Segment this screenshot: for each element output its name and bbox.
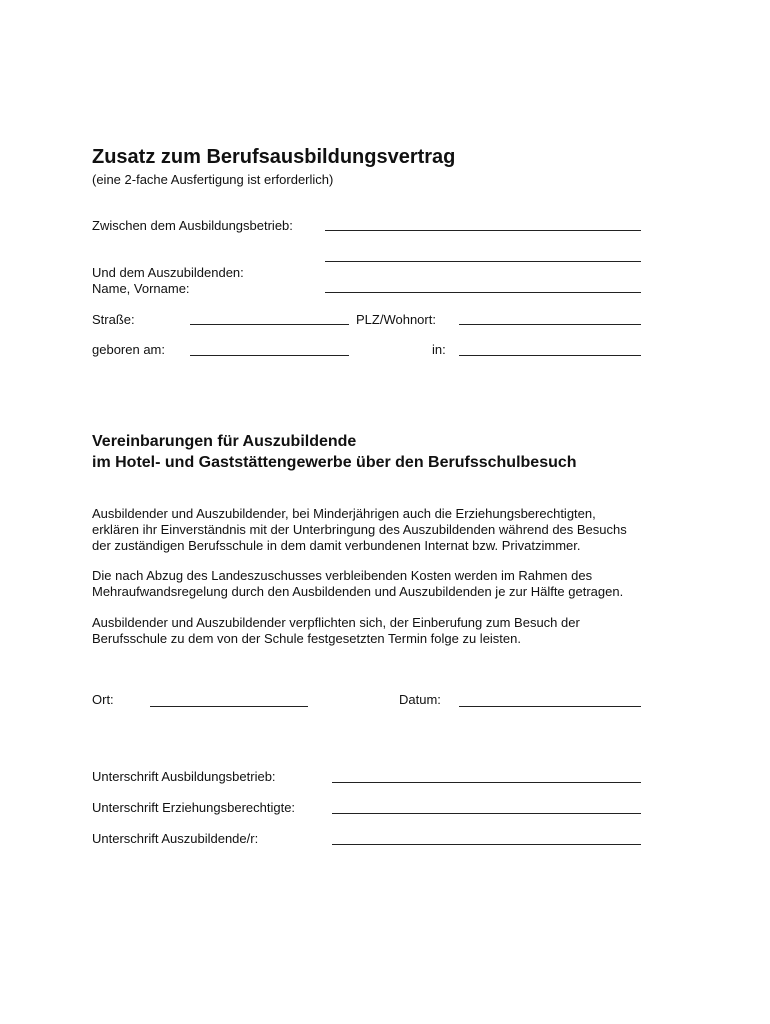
signature-betrieb-label: Unterschrift Ausbildungsbetrieb:	[92, 769, 276, 784]
paragraph-line: Mehraufwandsregelung durch den Ausbildenden und Auszubildenden je zur Hälfte getragen.	[92, 584, 624, 599]
name-vorname-label: Name, Vorname:	[92, 281, 190, 296]
paragraph-line: Ausbildender und Auszubildender, bei Minderjährigen auch die Erziehungsberechtigten,	[92, 506, 596, 521]
signature-azubi-label: Unterschrift Auszubildende/r:	[92, 831, 259, 846]
paragraph-unterbringung	[92, 506, 692, 554]
signature-erziehung-line[interactable]	[332, 813, 641, 814]
agreement-heading-2: im Hotel- und Gaststättengewerbe über den Berufsschulbesuch	[92, 454, 577, 471]
ort-line[interactable]	[150, 706, 308, 707]
geboren-label: geboren am:	[92, 342, 165, 357]
signature-betrieb-line[interactable]	[332, 782, 641, 783]
document-title: Zusatz zum Berufsausbildungsvertrag	[92, 146, 456, 168]
document-subtitle: (eine 2-fache Ausfertigung ist erforderlich)	[92, 172, 334, 187]
paragraph-kosten	[92, 568, 692, 600]
strasse-label: Straße:	[92, 312, 135, 327]
ort-label: Ort:	[92, 692, 114, 707]
paragraph-line: Berufsschule zu dem von der Schule festgesetzten Termin folge zu leisten.	[92, 631, 521, 646]
geboren-line[interactable]	[190, 355, 349, 356]
strasse-line[interactable]	[190, 324, 349, 325]
name-vorname-line[interactable]	[325, 292, 641, 293]
paragraph-line: Die nach Abzug des Landeszuschusses verbleibenden Kosten werden im Rahmen des	[92, 568, 593, 583]
agreement-heading-1: Vereinbarungen für Auszubildende	[92, 433, 357, 450]
paragraph-line: Ausbildender und Auszubildender verpflichten sich, der Einberufung zum Besuch der	[92, 615, 580, 630]
geburtsort-label: in:	[432, 342, 446, 357]
azubi-label: Und dem Auszubildenden:	[92, 265, 244, 280]
plz-wohnort-label: PLZ/Wohnort:	[356, 312, 436, 327]
betrieb-label: Zwischen dem Ausbildungsbetrieb:	[92, 218, 293, 233]
signature-azubi-line[interactable]	[332, 844, 641, 845]
betrieb-line-2[interactable]	[325, 261, 641, 262]
geburtsort-line[interactable]	[459, 355, 641, 356]
datum-label: Datum:	[399, 692, 441, 707]
datum-line[interactable]	[459, 706, 641, 707]
paragraph-verpflichtung	[92, 615, 692, 647]
paragraph-line: erklären ihr Einverständnis mit der Unterbringung des Auszubildenden während des Besuchs	[92, 522, 627, 537]
betrieb-line-1[interactable]	[325, 230, 641, 231]
paragraph-line: der zuständigen Berufsschule in dem damit verbundenen Internat bzw. Privatzimmer.	[92, 538, 581, 553]
signature-erziehung-label: Unterschrift Erziehungsberechtigte:	[92, 800, 296, 815]
plz-wohnort-line[interactable]	[459, 324, 641, 325]
